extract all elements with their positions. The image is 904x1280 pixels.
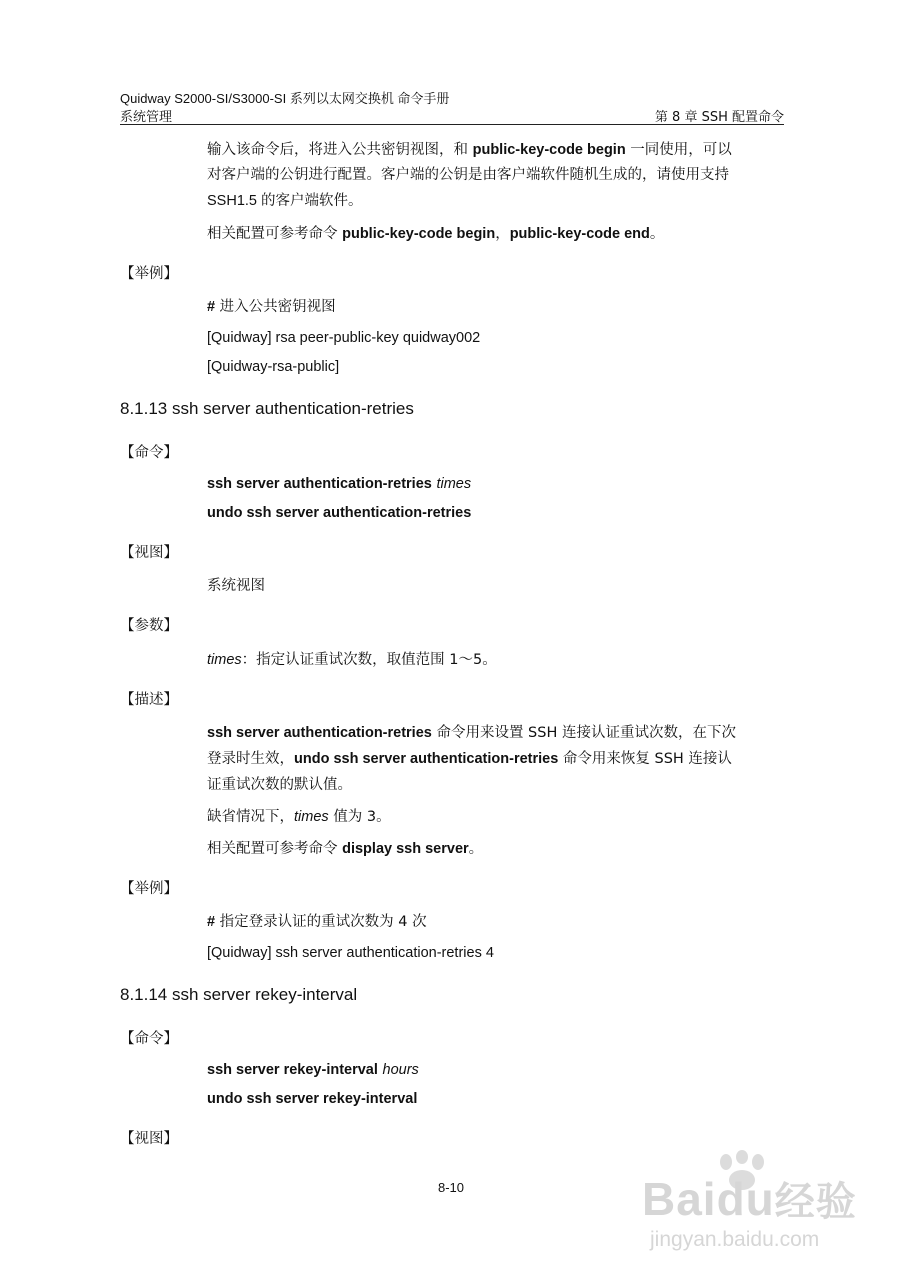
description-default: 缺省情况下，times 值为 3。 bbox=[207, 809, 391, 825]
watermark-brand: Baidu bbox=[642, 1173, 775, 1225]
command-undo-syntax: undo ssh server rekey-interval bbox=[207, 1091, 418, 1107]
example-code-line: [Quidway-rsa-public] bbox=[207, 359, 340, 375]
intro-line-3: SSH1.5 的客户端软件。 bbox=[207, 193, 363, 209]
header-rule bbox=[120, 124, 784, 125]
chapter-name: 第 8 章 SSH 配置命令 bbox=[654, 110, 784, 125]
example-code-line: [Quidway] ssh server authentication-retries 4 bbox=[207, 945, 494, 961]
description-line-1: ssh server authentication-retries 命令用来设置 SSH 连接认证重试次数，在下次 bbox=[207, 725, 736, 741]
param-desc: times：指定认证重试次数，取值范围 1～5。 bbox=[207, 652, 497, 668]
param-tag: 【参数】 bbox=[120, 618, 178, 634]
intro-line-2: 对客户端的公钥进行配置。客户端的公钥是由客户端软件随机生成的，请使用支持 bbox=[207, 167, 729, 183]
example-comment: # 指定登录认证的重试次数为 4 次 bbox=[207, 914, 427, 930]
watermark-cn: 经验 bbox=[774, 1180, 857, 1224]
watermark-url: jingyan.baidu.com bbox=[650, 1228, 820, 1251]
intro-line-1: 输入该命令后，将进入公共密钥视图，和 public-key-code begin 一同使用，可以 bbox=[207, 142, 732, 158]
manual-title: Quidway S2000-SI/S3000-SI 系列以太网交换机 命令手册 bbox=[120, 91, 450, 106]
baidu-watermark bbox=[642, 1150, 872, 1260]
description-line-2: 登录时生效，undo ssh server authentication-retries 命令用来恢复 SSH 连接认 bbox=[207, 751, 732, 767]
command-syntax: ssh server authentication-retries times bbox=[207, 476, 472, 492]
section-heading: 8.1.14 ssh server rekey-interval bbox=[120, 985, 358, 1004]
example-tag: 【举例】 bbox=[120, 266, 178, 282]
example-code-line: [Quidway] rsa peer-public-key quidway002 bbox=[207, 330, 481, 346]
view-tag: 【视图】 bbox=[120, 545, 178, 561]
view-tag: 【视图】 bbox=[120, 1131, 178, 1147]
view-value: 系统视图 bbox=[207, 578, 265, 594]
command-syntax: ssh server rekey-interval hours bbox=[207, 1062, 419, 1078]
command-tag: 【命令】 bbox=[120, 445, 178, 461]
command-tag: 【命令】 bbox=[120, 1031, 178, 1047]
intro-related: 相关配置可参考命令 public-key-code begin，public-key-code end。 bbox=[207, 226, 665, 242]
command-undo-syntax: undo ssh server authentication-retries bbox=[207, 505, 472, 521]
example-comment: # 进入公共密钥视图 bbox=[207, 299, 336, 315]
description-tag: 【描述】 bbox=[120, 692, 178, 708]
section-name: 系统管理 bbox=[120, 110, 173, 125]
page-number: 8-10 bbox=[438, 1180, 465, 1195]
description-related: 相关配置可参考命令 display ssh server。 bbox=[207, 841, 484, 857]
section-heading: 8.1.13 ssh server authentication-retries bbox=[120, 399, 414, 418]
description-line-3: 证重试次数的默认值。 bbox=[207, 777, 352, 793]
example-tag: 【举例】 bbox=[120, 881, 178, 897]
